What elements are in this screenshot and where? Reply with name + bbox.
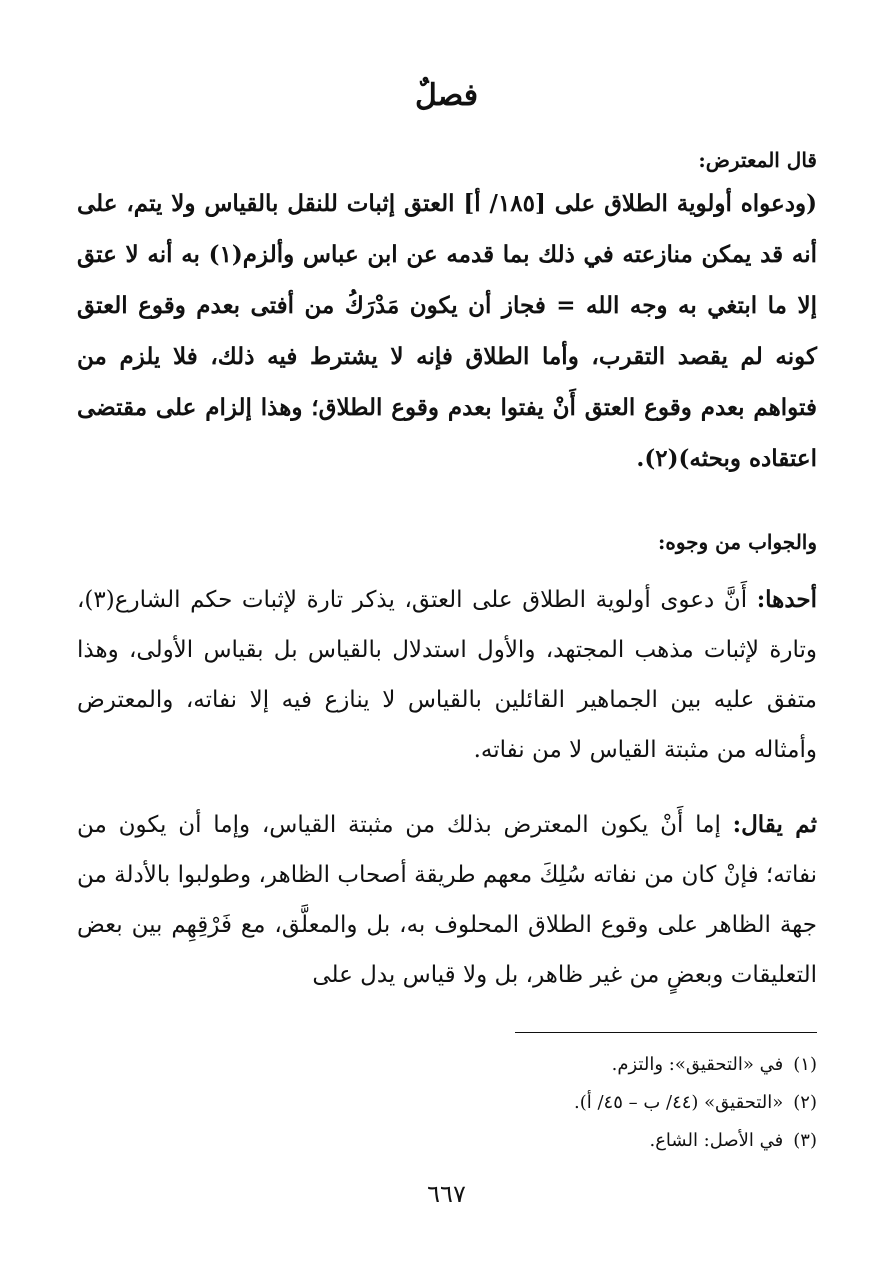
footnote-number: (٣): [793, 1130, 817, 1151]
objector-quote: (ودعواه أولوية الطلاق على [١٨٥/ أ] العتق إثبات للنقل بالقياس ولا يتم، على أنه قد يمكن منازعته في ذلك بما قدمه عن ابن عباس وألزم(١) به أنه لا عتق إلا ما ابتغي به وجه الله = فجاز أن يكون مَدْرَكُ من أفتى بعدم وقوع العتق كونه لم يقصد التقرب، وأما الطلاق فإنه لا يشترط فيه ذلك، فلا يلزم من فتواهم بعدم وقوع العتق أَنْ يفتوا بعدم وقوع الطلاق؛ وهذا إلزام على مقتضى اعتقاده وبحثه)(٢).: [77, 190, 817, 472]
answer-paragraph-1: [77, 575, 817, 775]
chapter-heading: فصلٌ: [414, 78, 479, 113]
answer-1-lead: أحدها:: [756, 586, 817, 613]
footnote-text: في الأصل: الشاع.: [649, 1130, 784, 1151]
footnote-divider: [515, 1032, 817, 1033]
answer-paragraph-2: [77, 800, 817, 1000]
footnote-item: [77, 1084, 817, 1122]
footnote-item: [77, 1122, 817, 1160]
footnote-text: في «التحقيق»: والتزم.: [611, 1054, 784, 1075]
footnotes: [77, 1046, 817, 1160]
answer-1-text: أَنَّ دعوى أولوية الطلاق على العتق، يذكر تارة لإثبات حكم الشارع(٣)، وتارة لإثبات مذهب المجتهد، والأول استدلال بالقياس بل بقياس الأولى، وهذا متفق عليه بين الجماهير القائلين بالقياس لا ينازع فيه إلا نفاته، والمعترض وأمثاله من مثبتة القياس لا من نفاته.: [77, 587, 817, 763]
answer-label: والجواب من وجوه:: [657, 530, 817, 554]
page-number: ٦٦٧: [427, 1180, 466, 1208]
footnote-number: (٢): [793, 1092, 817, 1113]
footnote-number: (١): [793, 1054, 817, 1075]
answer-2-text: إما أَنْ يكون المعترض بذلك من مثبتة القياس، وإما أن يكون من نفاته؛ فإنْ كان من نفاته سُلِكَ معهم طريقة أصحاب الظاهر، وطولبوا بالأدلة من جهة الظاهر على وقوع الطلاق المحلوف به، بل والمعلَّق، مع فَرْقِهِم بين بعض التعليقات وبعضٍ من غير ظاهر، بل ولا قياس يدل على: [77, 812, 817, 988]
footnote-text: «التحقيق» (٤٤/ ب – ٤٥/ أ).: [574, 1092, 784, 1113]
answer-2-lead: ثم يقال:: [732, 811, 817, 838]
objector-label: قال المعترض:: [698, 148, 817, 172]
footnote-item: [77, 1046, 817, 1084]
